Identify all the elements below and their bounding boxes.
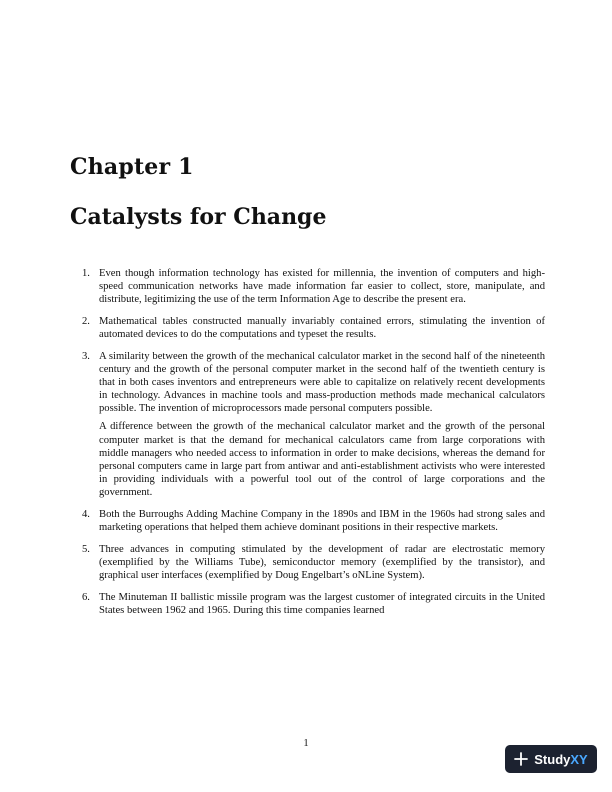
answer-paragraph: Both the Burroughs Adding Machine Company in the 1890s and IBM in the 1960s had strong sales and marketing operations that helped them achieve dominant positions in their respective markets. — [99, 508, 545, 533]
answer-item — [82, 315, 545, 341]
studyxy-badge[interactable] — [505, 745, 597, 773]
answer-paragraph: The Minuteman II ballistic missile program was the largest customer of integrated circuits in the United States between 1962 and 1965. During this time companies learned — [99, 591, 545, 617]
answer-item — [82, 267, 545, 306]
plus-icon — [514, 752, 528, 766]
badge-brand-main: Study — [534, 751, 571, 767]
page-number: 1 — [303, 738, 309, 749]
answer-number: 2. — [82, 316, 90, 328]
answer-item — [82, 350, 545, 499]
answer-item — [82, 543, 545, 582]
badge-brand — [534, 752, 587, 767]
chapter-label: Chapter 1 — [70, 154, 194, 180]
answer-paragraph: A difference between the growth of the mechanical calculator market and the growth of the personal computer market is that the demand for mechanical calculators came from large corporations with middle managers who needed access to information in order to make decisions, whereas the demand for personal computers came in large part from antiwar and anti-establishment activists who were interested in providing individuals with a powerful tool out of the control of large corporations and the government. — [99, 421, 545, 498]
badge-brand-accent: XY — [570, 751, 588, 767]
answer-number: 5. — [82, 543, 90, 555]
answer-paragraph: A similarity between the growth of the mechanical calculator market in the second half of the nineteenth century and the growth of the personal computer market in the second half of the twentieth century is that in both cases inventors and entrepreneurs were able to capitalize on relatively recent developments in technology. Advances in machine tools and mass-production methods made mechanical calculators possible. The invention of microprocessors made personal computers possible. — [99, 351, 545, 415]
answer-paragraph: Three advances in computing stimulated by the development of radar are electrostatic memory (exemplified by the Williams Tube), semiconductor memory (exemplified by the transistor), and graphical user interfaces (exemplified by Doug Engelbart’s oNLine System). — [99, 543, 545, 581]
answer-number: 3. — [82, 351, 90, 363]
answer-paragraph: Even though information technology has existed for millennia, the invention of computers and high-speed communication networks have made information far easier to collect, store, manipulate, and distribute, legitimizing the use of the term Information Age to describe the present era. — [99, 268, 545, 306]
answer-item — [82, 508, 545, 534]
answer-number: 1. — [82, 268, 90, 279]
answer-list — [82, 267, 545, 626]
answer-number: 4. — [82, 508, 90, 520]
answer-item — [82, 591, 545, 617]
chapter-title: Catalysts for Change — [70, 204, 327, 230]
answer-paragraph: Mathematical tables constructed manually invariably contained errors, stimulating the invention of automated devices to do the computations and typeset the results. — [99, 316, 545, 341]
answer-number: 6. — [82, 591, 90, 603]
